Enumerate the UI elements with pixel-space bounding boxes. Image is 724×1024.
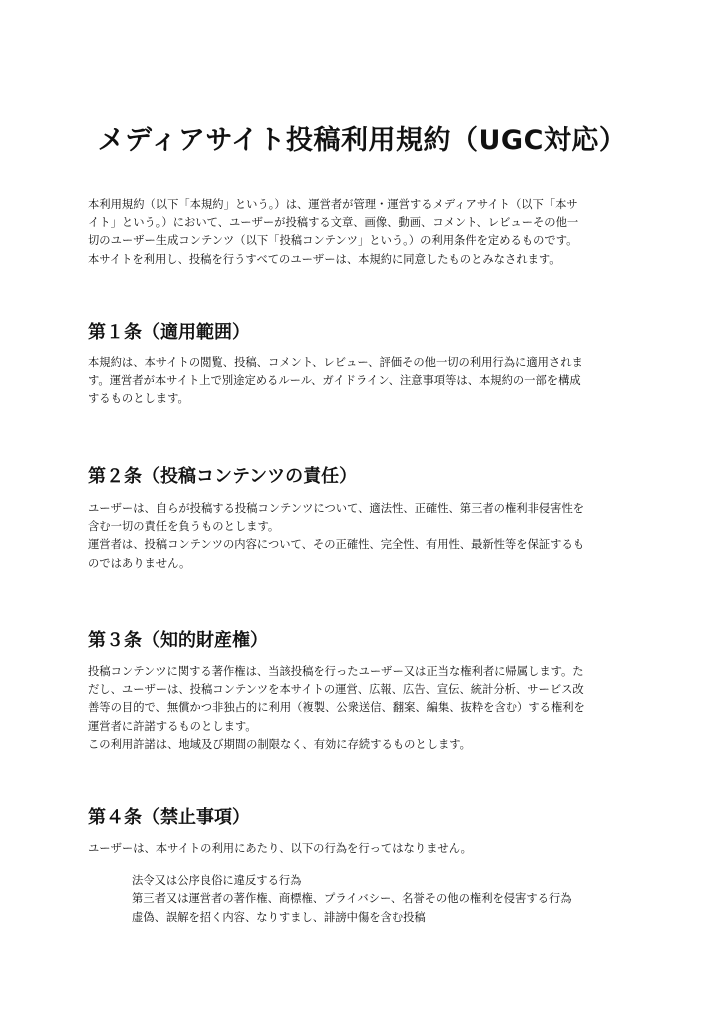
article-4-body: ユーザーは、本サイトの利用にあたり、以下の行為を行ってはなりません。 [88,842,472,855]
list-item: 第三者又は運営者の著作権、商標権、プライバシー、名誉その他の権利を侵害する行為 [132,892,572,906]
intro-paragraph: 本利用規約（以下「本規約」という。）は、運営者が管理・運営するメディアサイト（以下「本サ イト」という。）において、ユーザーが投稿する文章、画像、動画、コメント、レビューその他一 切のユーザー生成コンテンツ（以下「投稿コンテンツ」という。）の利用条件を定めるものです。 本サイトを利用し、投稿を行うすべてのユーザーは、本規約に同意したものとみなされます。 [88,198,579,266]
document-title: メディアサイト投稿利用規約（UGC対応） [97,125,627,156]
list-item: 虚偽、誤解を招く内容、なりすまし、誹謗中傷を含む投稿 [132,910,426,924]
prohibited-items-list [132,872,572,927]
article-2-heading: 第２条（投稿コンテンツの責任） [88,466,358,487]
list-item: 法令又は公序良俗に違反する行為 [132,874,302,887]
article-3-body: 投稿コンテンツに関する著作権は、当該投稿を行ったユーザー又は正当な権利者に帰属します。た だし、ユーザーは、投稿コンテンツを本サイトの運営、広報、広告、宣伝、統計分析、サービス改 善等の目的で、無償かつ非独占的に利用（複製、公衆送信、翻案、編集、抜粋を含む）する権利を 運営者に許諾するものとします。 この利用許諾は、地域及び期間の制限なく、有効に存続するものとします。 [88,665,585,751]
article-1-heading: 第１条（適用範囲） [88,322,250,343]
article-1-body: 本規約は、本サイトの閲覧、投稿、コメント、レビュー、評価その他一切の利用行為に適用されま す。運営者が本サイト上で別途定めるルール、ガイドライン、注意事項等は、本規約の一部を構成 するものとします。 [88,356,583,406]
article-3-heading: 第３条（知的財産権） [88,630,268,651]
article-4-heading: 第４条（禁止事項） [88,807,250,828]
article-2-body: ユーザーは、自らが投稿する投稿コンテンツについて、適法性、正確性、第三者の権利非侵害性を 含む一切の責任を負うものとします。 運営者は、投稿コンテンツの内容について、その正確性、完全性、有用性、最新性等を保証するも のではありません。 [88,502,585,570]
